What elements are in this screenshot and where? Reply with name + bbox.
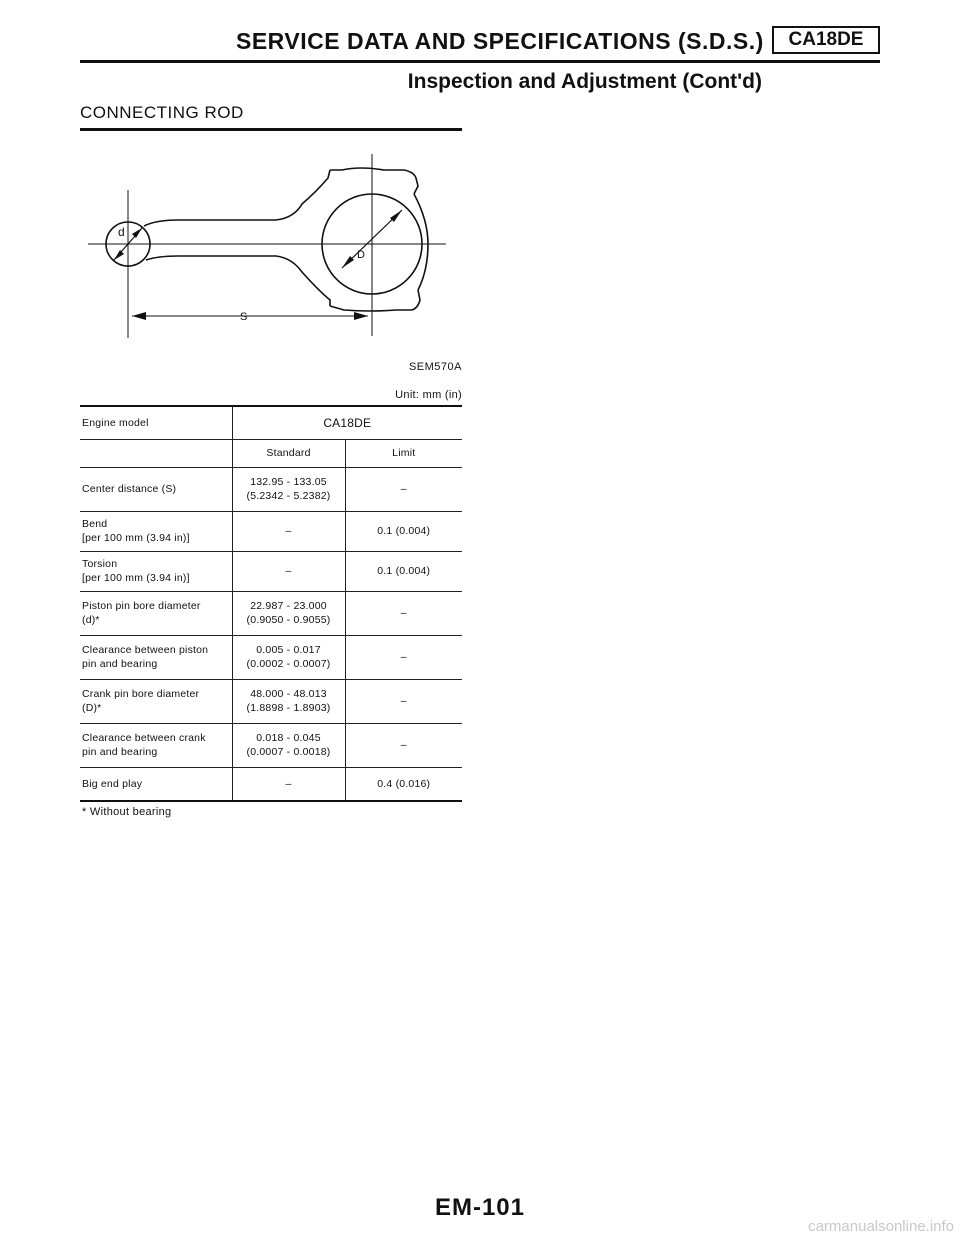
spec-standard-cell [232,679,345,723]
spec-standard-cell [232,467,345,511]
connecting-rod-diagram [80,140,462,360]
watermark: carmanualsonline.info [808,1218,954,1235]
spec-limit-line: 0.1 (0.004) [377,565,431,577]
spec-item-cell [80,551,232,591]
rod-upper-edge [144,170,330,226]
spec-row [80,591,462,635]
spec-limit-cell [345,767,462,801]
spec-row [80,467,462,511]
s-arrow-right [354,312,368,320]
spec-item-cell [80,635,232,679]
spec-row [80,635,462,679]
spec-standard-line: (0.9050 - 0.9055) [246,614,331,626]
spec-row [80,551,462,591]
spec-limit-line: 0.4 (0.016) [377,777,431,790]
spec-limit-line: – [400,695,407,707]
spec-limit-cell [345,723,462,767]
spec-row [80,767,462,801]
spec-limit-cell [345,635,462,679]
spec-item-cell [80,591,232,635]
spec-row [80,511,462,551]
spec-standard-line: (1.8898 - 1.8903) [246,702,331,714]
spec-standard-line: (0.0007 - 0.0018) [246,746,331,758]
label-d-large: D [357,249,365,261]
section-divider [80,128,462,131]
spec-standard-line: – [285,777,292,790]
spec-limit-cell [345,679,462,723]
spec-item-line: Piston pin bore diameter [82,600,201,612]
page-header-title: SERVICE DATA AND SPECIFICATIONS (S.D.S.) [236,28,764,54]
spec-row [80,679,462,723]
spec-item-cell [80,767,232,801]
spec-item-cell [80,679,232,723]
spec-standard-cell [232,767,345,801]
footnote: * Without bearing [82,806,172,818]
spec-item-line: [per 100 mm (3.94 in)] [82,572,190,584]
standard-header: Standard [232,439,345,467]
spec-standard-line: – [285,525,292,537]
spec-standard-line: 22.987 - 23.000 [250,600,327,612]
big-end-cap-top [330,168,418,194]
engine-model-value: CA18DE [232,406,462,439]
spec-item-line: pin and bearing [82,746,158,758]
spec-standard-line: 48.000 - 48.013 [250,688,327,700]
column-header-row [80,439,462,467]
label-s: S [240,311,248,323]
figure-code: SEM570A [408,361,462,373]
spec-item-line: Clearance between piston [82,644,209,656]
spec-item-line: Torsion [82,558,118,570]
page-subtitle: Inspection and Adjustment (Cont'd) [407,70,762,93]
engine-model-label: Engine model [80,406,232,439]
spec-limit-line: – [400,651,407,663]
label-d-small: d [118,225,125,239]
connecting-rod-spec-table [80,405,462,802]
spec-standard-cell [232,591,345,635]
spec-limit-cell [345,551,462,591]
spec-standard-line: 0.005 - 0.017 [256,644,321,656]
spec-standard-cell [232,723,345,767]
spec-limit-line: – [400,483,407,495]
spec-limit-line: – [400,607,407,619]
d-small-arrowhead-top [132,228,142,238]
spec-standard-line: 0.018 - 0.045 [256,732,321,744]
spec-item-line: (d)* [82,614,100,626]
spec-limit-cell [345,511,462,551]
section-title: CONNECTING ROD [80,103,244,122]
spec-limit-cell [345,467,462,511]
spec-limit-line: 0.1 (0.004) [377,525,431,537]
spec-standard-line: (5.2342 - 5.2382) [246,490,331,502]
s-arrow-left [132,312,146,320]
spec-item-line: Clearance between crank [82,732,206,744]
engine-model-row [80,406,462,439]
spec-item-line: Center distance (S) [82,483,177,495]
spec-item-line: pin and bearing [82,658,158,670]
spec-standard-line: (0.0002 - 0.0007) [246,658,331,670]
rod-lower-edge [146,256,330,306]
spec-limit-line: – [400,739,407,751]
spec-row [80,723,462,767]
big-end-side [414,194,428,290]
spec-standard-cell [232,511,345,551]
unit-note: Unit: mm (in) [395,389,462,401]
engine-badge: CA18DE [772,26,880,54]
spec-standard-line: – [285,565,292,577]
spec-standard-cell [232,551,345,591]
limit-header: Limit [345,439,462,467]
spec-item-line: Big end play [82,777,143,790]
spec-item-cell [80,511,232,551]
spec-standard-line: 132.95 - 133.05 [250,476,327,488]
column-header-blank [80,439,232,467]
header-divider [80,60,880,63]
spec-limit-cell [345,591,462,635]
spec-item-cell [80,467,232,511]
page-number: EM-101 [434,1194,526,1221]
spec-item-line: Bend [82,518,108,530]
spec-rows [80,467,462,801]
d-small-arrowhead-bottom [114,250,124,260]
spec-standard-cell [232,635,345,679]
spec-item-line: (D)* [82,702,102,714]
spec-item-line: [per 100 mm (3.94 in)] [82,532,190,544]
spec-item-cell [80,723,232,767]
spec-item-line: Crank pin bore diameter [82,688,200,700]
